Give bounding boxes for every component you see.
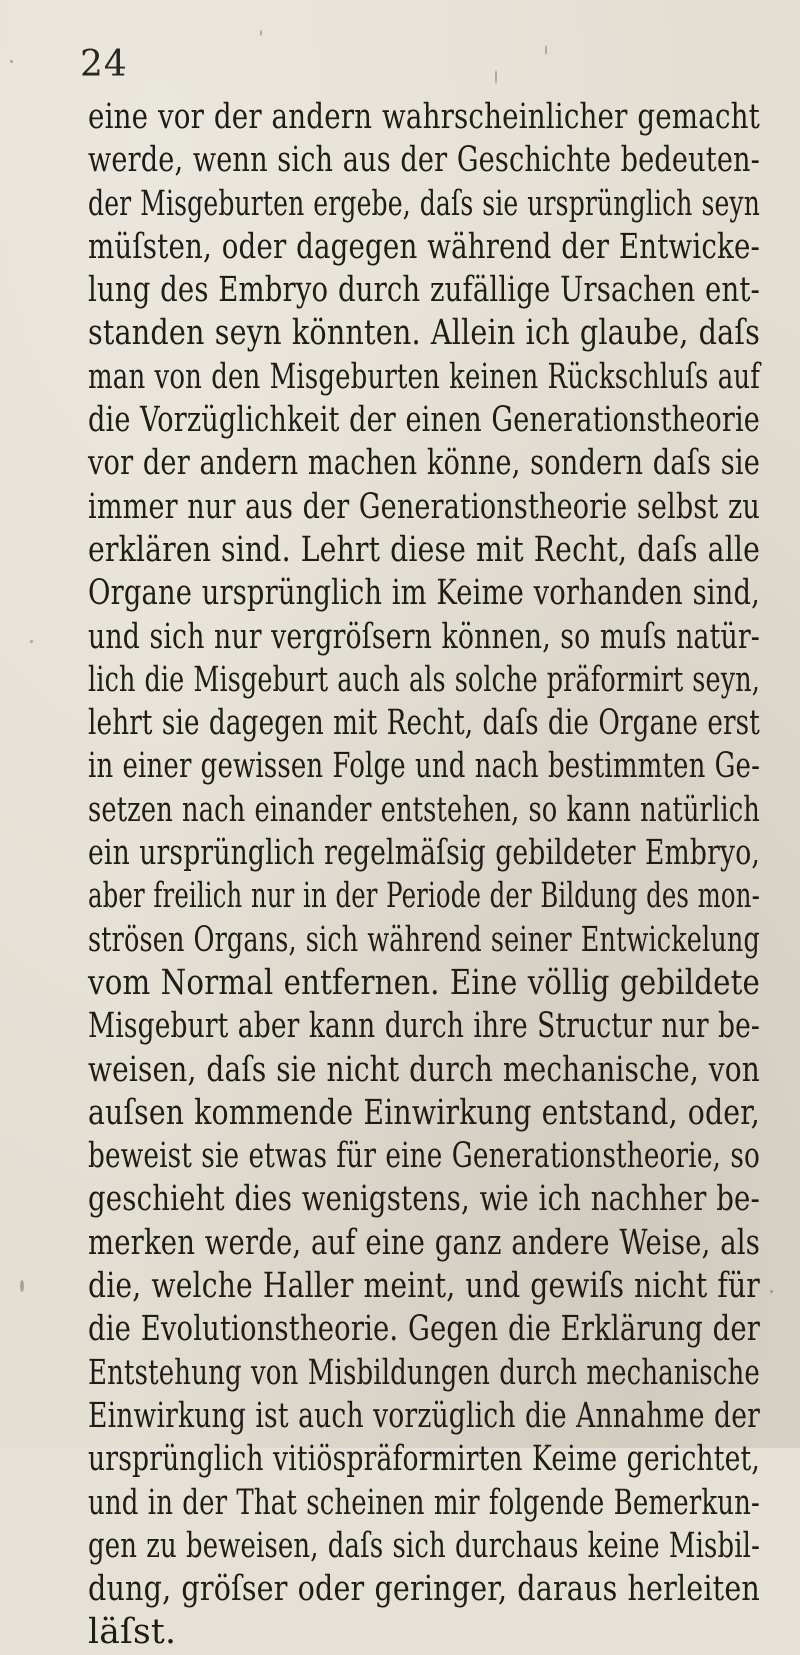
text-line: strösen Organs, sich während seiner Entwickelung xyxy=(88,919,760,960)
text-line: immer nur aus der Generationstheorie selbst zu xyxy=(88,486,760,527)
page-number: 24 xyxy=(80,44,128,85)
paper-speck xyxy=(10,60,13,63)
text-line: ursprünglich vitiöspräformirten Keime gerichtet, xyxy=(88,1439,760,1480)
text-line: und sich nur vergröſsern können, so muſs natür- xyxy=(88,616,761,657)
text-line: vor der andern machen könne, sondern daſs sie xyxy=(88,443,760,484)
text-line: geschieht dies wenigstens, wie ich nachher be- xyxy=(88,1179,761,1220)
paper-speck xyxy=(20,1280,24,1292)
paper-speck xyxy=(545,45,547,55)
text-line: Entstehung von Misbildungen durch mechanische xyxy=(88,1352,760,1393)
text-line: Misgeburt aber kann durch ihre Structur nur be- xyxy=(88,1006,761,1047)
text-line: weisen, daſs sie nicht durch mechanische, von xyxy=(88,1049,760,1090)
paper-speck xyxy=(495,70,497,84)
text-line: läſst. xyxy=(88,1612,177,1653)
text-line: und in der That scheinen mir folgende Bemerkun- xyxy=(88,1482,760,1523)
text-line: man von den Misgeburten keinen Rückschluſs auf xyxy=(88,356,761,397)
text-line: auſsen kommende Einwirkung entstand, oder, xyxy=(88,1092,760,1133)
paper-speck xyxy=(770,1290,773,1293)
text-line: lehrt sie dagegen mit Recht, daſs die Organe erst xyxy=(88,703,760,744)
text-line: die Vorzüglichkeit der einen Generationstheorie xyxy=(88,400,760,441)
text-line: standen seyn könnten. Allein ich glaube, daſs xyxy=(88,313,760,354)
text-line: gen zu beweisen, daſs sich durchaus keine Misbil- xyxy=(88,1525,761,1566)
text-line: erklären sind. Lehrt diese mit Recht, daſs alle xyxy=(88,529,761,570)
text-line: Organe ursprünglich im Keime vorhanden sind, xyxy=(88,573,760,614)
text-line: dung, gröſser oder geringer, daraus herleiten xyxy=(88,1569,760,1610)
text-line: aber freilich nur in der Periode der Bildung des mon- xyxy=(88,876,760,917)
text-line: lich die Misgeburt auch als solche präformirt seyn, xyxy=(88,659,760,700)
text-line: beweist sie etwas für eine Generationstheorie, so xyxy=(88,1136,760,1177)
text-line: werde, wenn sich aus der Geschichte bedeuten- xyxy=(88,140,761,181)
text-line: der Misgeburten ergebe, daſs sie ursprünglich seyn xyxy=(88,183,761,224)
text-line: die, welche Haller meint, und gewiſs nicht für xyxy=(88,1266,760,1307)
text-line: müſsten, oder dagegen während der Entwicke- xyxy=(88,226,761,267)
text-line: ein ursprünglich regelmäſsig gebildeter Embryo, xyxy=(88,833,760,874)
text-line: Einwirkung ist auch vorzüglich die Annahme der xyxy=(88,1395,761,1436)
paper-speck xyxy=(260,30,262,36)
text-line: vom Normal entfernen. Eine völlig gebildete xyxy=(88,962,761,1003)
body-text xyxy=(88,96,760,1655)
text-line: lung des Embryo durch zufällige Ursachen ent- xyxy=(88,270,760,311)
text-line: in einer gewissen Folge und nach bestimmten Ge- xyxy=(88,746,761,787)
text-line: eine vor der andern wahrscheinlicher gemacht xyxy=(88,97,760,137)
text-line: die Evolutionstheorie. Gegen die Erklärung der xyxy=(88,1309,760,1350)
paper-speck xyxy=(30,640,33,643)
text-line: setzen nach einander entstehen, so kann natürlich xyxy=(88,789,760,830)
text-line: merken werde, auf eine ganz andere Weise, als xyxy=(88,1222,760,1263)
